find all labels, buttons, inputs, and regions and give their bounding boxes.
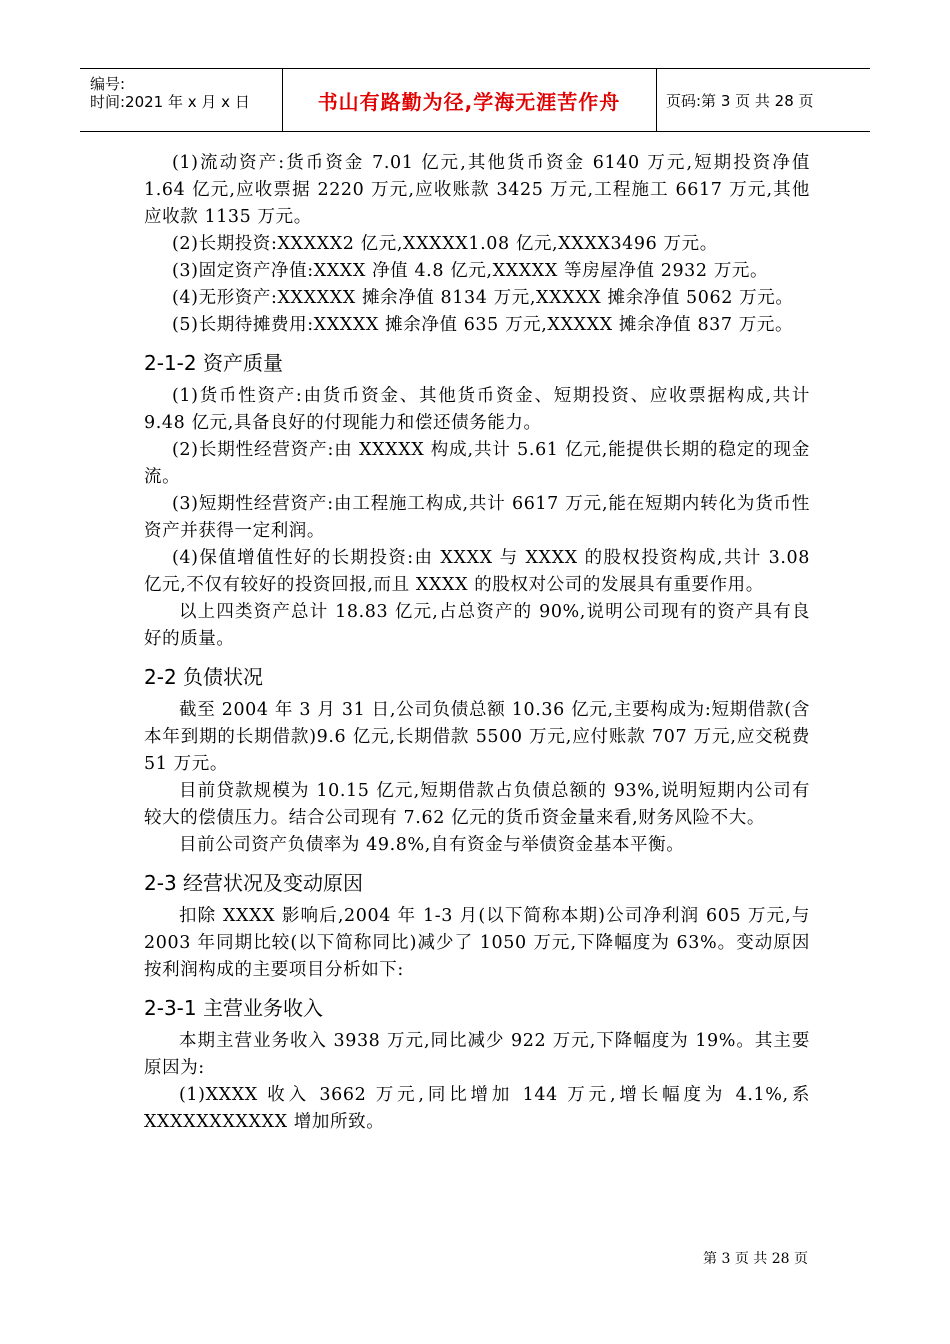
header-motto-cell [282,69,657,131]
page-header [80,68,870,132]
paragraph: 本期主营业务收入 3938 万元,同比减少 922 万元,下降幅度为 19%。其主要原因为: [144,1031,810,1078]
paragraph: (3)固定资产净值:XXXX 净值 4.8 亿元,XXXXX 等房屋净值 2932 万元。 [172,261,769,281]
header-left-cell [80,69,283,131]
header-page-code: 页码:第 3 页 共 28 页 [666,91,814,110]
section-heading: 2-3 经营状况及变动原因 [144,871,364,895]
document-body [144,150,810,1136]
paragraph: (4)保值增值性好的长期投资:由 XXXX 与 XXXX 的股权投资构成,共计 3.08 亿元,不仅有较好的投资回报,而且 XXXX 的股权对公司的发展具有重要作用。 [144,548,810,595]
section-heading: 2-3-1 主营业务收入 [144,996,323,1020]
paragraph: 目前贷款规模为 10.15 亿元,短期借款占负债总额的 93%,说明短期内公司有较大的偿债压力。结合公司现有 7.62 亿元的货币资金量来看,财务风险不大。 [144,781,810,828]
number-label: 编号: [90,75,126,93]
paragraph: 以上四类资产总计 18.83 亿元,占总资产的 90%,说明公司现有的资产具有良好的质量。 [144,602,810,649]
paragraph: (4)无形资产:XXXXXX 摊余净值 8134 万元,XXXXX 摊余净值 5062 万元。 [172,288,794,308]
paragraph: 目前公司资产负债率为 49.8%,自有资金与举债资金基本平衡。 [179,835,685,855]
paragraph: (3)短期性经营资产:由工程施工构成,共计 6617 万元,能在短期内转化为货币性资产并获得一定利润。 [144,494,810,541]
paragraph: 截至 2004 年 3 月 31 日,公司负债总额 10.36 亿元,主要构成为:短期借款(含本年到期的长期借款)9.6 亿元,长期借款 5500 万元,应付账款 707 万元,应交税费 51 万元。 [144,700,810,774]
section-heading: 2-1-2 资产质量 [144,351,283,375]
paragraph: (2)长期投资:XXXXX2 亿元,XXXXX1.08 亿元,XXXX3496 万元。 [172,234,718,254]
section-heading: 2-2 负债状况 [144,665,264,689]
paragraph: (1)XXXX 收入 3662 万元,同比增加 144 万元,增长幅度为 4.1%,系 XXXXXXXXXXX 增加所致。 [144,1085,810,1132]
paragraph: (1)流动资产:货币资金 7.01 亿元,其他货币资金 6140 万元,短期投资净值 1.64 亿元,应收票据 2220 万元,应收账款 3425 万元,工程施工 6617 万元,其他应收款 1135 万元。 [144,153,810,227]
time-label: 时间:2021 年 x 月 x 日 [90,93,250,111]
header-page-cell [656,69,870,131]
header-motto: 书山有路勤为径,学海无涯苦作舟 [317,89,621,114]
paragraph: (5)长期待摊费用:XXXXX 摊余净值 635 万元,XXXXX 摊余净值 837 万元。 [172,315,794,335]
paragraph: (2)长期性经营资产:由 XXXXX 构成,共计 5.61 亿元,能提供长期的稳定的现金流。 [144,440,810,487]
page-footer: 第 3 页 共 28 页 [703,1251,808,1267]
paragraph: 扣除 XXXX 影响后,2004 年 1-3 月(以下简称本期)公司净利润 605 万元,与 2003 年同期比较(以下简称同比)减少了 1050 万元,下降幅度为 63%。变动原因按利润构成的主要项目分析如下: [144,906,810,980]
paragraph: (1)货币性资产:由货币资金、其他货币资金、短期投资、应收票据构成,共计 9.48 亿元,具备良好的付现能力和偿还债务能力。 [144,386,810,433]
